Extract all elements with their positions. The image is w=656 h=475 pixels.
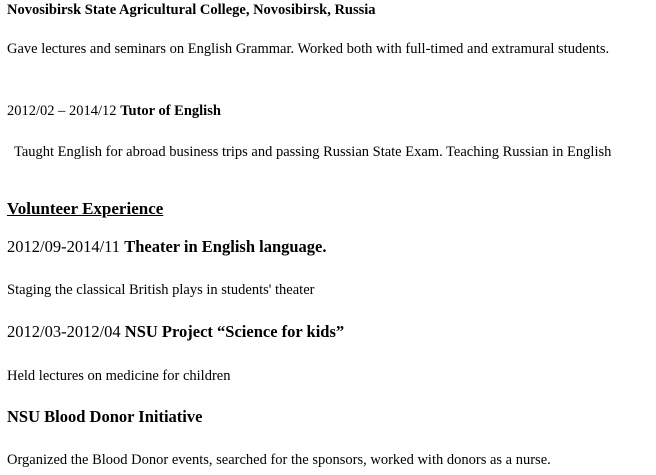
volunteer-item-heading — [7, 406, 202, 428]
volunteer-item-dates: 2012/03-2012/04 — [7, 322, 121, 341]
volunteer-item-heading — [7, 321, 344, 343]
volunteer-item-dates: 2012/09-2014/11 — [7, 237, 121, 256]
institution-line: Novosibirsk State Agricultural College, Novosibirsk, Russia — [7, 2, 376, 18]
volunteer-item-description: Organized the Blood Donor events, searched for the sponsors, worked with donors as a nurse. — [7, 452, 551, 468]
institution-description: Gave lectures and seminars on English Grammar. Worked both with full-timed and extramural students. — [7, 41, 610, 57]
tutor-entry-heading — [7, 101, 221, 121]
volunteer-item-description: Held lectures on medicine for children — [7, 368, 231, 384]
volunteer-item-heading — [7, 236, 327, 258]
tutor-dates: 2012/02 – 2014/12 — [7, 103, 117, 119]
volunteer-item-title: NSU Blood Donor Initiative — [7, 407, 203, 426]
volunteer-item-title: Theater in English language. — [124, 237, 327, 256]
volunteer-section-heading: Volunteer Experience — [7, 199, 164, 218]
volunteer-item-title: NSU Project “Science for kids” — [124, 322, 345, 341]
volunteer-item-description: Staging the classical British plays in students' theater — [7, 282, 315, 298]
tutor-title: Tutor of English — [120, 103, 221, 119]
tutor-description: Taught English for abroad business trips and passing Russian State Exam. Teaching Russian in English — [14, 144, 612, 160]
